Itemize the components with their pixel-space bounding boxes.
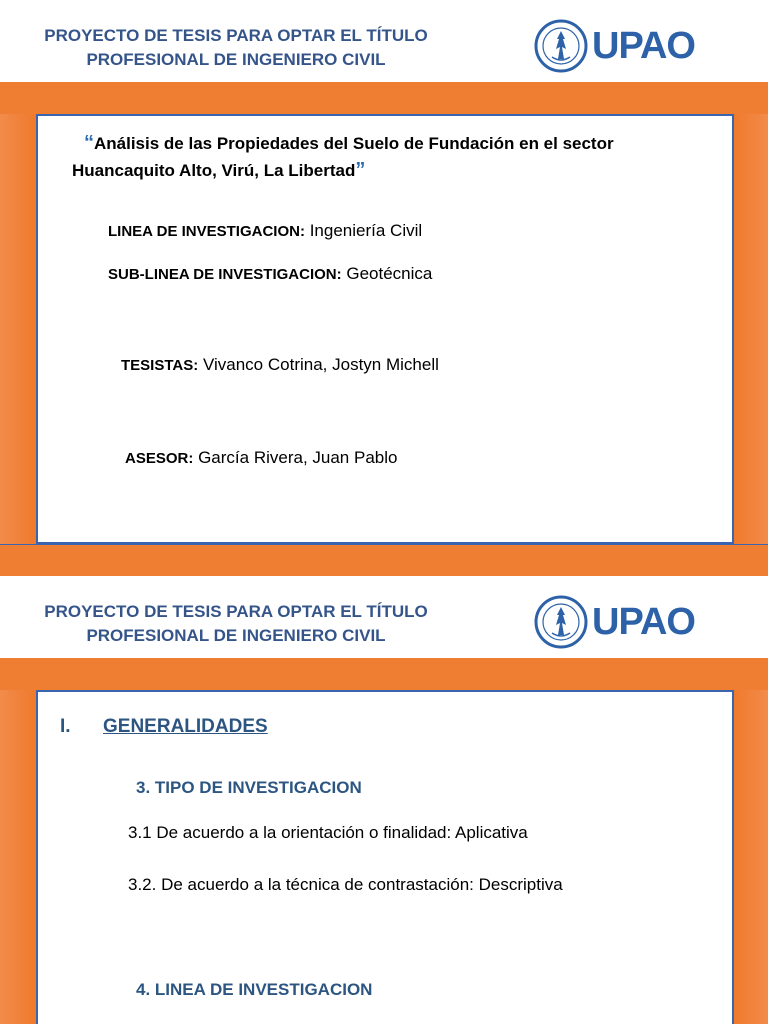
header-title	[18, 600, 454, 648]
tesistas-label: TESISTAS:	[121, 357, 199, 374]
slide-header	[0, 576, 768, 658]
asesor-row	[125, 448, 397, 468]
tesistas-value: Vivanco Cotrina, Jostyn Michell	[202, 355, 439, 374]
header-title-line-2: PROFESIONAL DE INGENIERO CIVIL	[86, 626, 386, 645]
open-quote: “	[84, 132, 94, 154]
orange-band-bottom	[0, 544, 768, 576]
university-seal-icon	[534, 13, 588, 79]
orange-side-left	[0, 690, 36, 1024]
linea-label: LINEA DE INVESTIGACION:	[108, 223, 305, 240]
asesor-value: García Rivera, Juan Pablo	[198, 448, 398, 467]
upao-logo	[526, 11, 714, 83]
sublinea-label: SUB-LINEA DE INVESTIGACION:	[108, 266, 342, 283]
upao-logo	[526, 587, 714, 659]
orange-side-right	[734, 690, 768, 1024]
asesor-label: ASESOR:	[125, 450, 194, 467]
tesistas-row	[121, 355, 439, 375]
slide-2	[0, 576, 768, 1024]
sublinea-value: Geotécnica	[346, 264, 433, 283]
item-3-2: 3.2. De acuerdo a la técnica de contrastación: Descriptiva	[128, 875, 563, 894]
university-seal-icon	[534, 589, 588, 655]
linea-row	[108, 221, 422, 241]
orange-side-left	[0, 114, 36, 544]
sublinea-row	[108, 264, 432, 284]
section-heading	[60, 716, 268, 738]
thesis-title	[72, 130, 712, 184]
orange-side-right	[734, 114, 768, 544]
linea-value: Ingeniería Civil	[309, 221, 423, 240]
section-title: GENERALIDADES	[103, 716, 268, 737]
header-title-line-1: PROYECTO DE TESIS PARA OPTAR EL TÍTULO	[44, 602, 428, 621]
item-3-1: 3.1 De acuerdo a la orientación o finalidad: Aplicativa	[128, 823, 528, 842]
subsection-4-title: 4. LINEA DE INVESTIGACION	[136, 980, 373, 999]
subsection-3-title: 3. TIPO DE INVESTIGACION	[136, 778, 362, 797]
logo-text: UPAO	[592, 601, 695, 643]
close-quote: ”	[355, 159, 366, 181]
header-title-line-1: PROYECTO DE TESIS PARA OPTAR EL TÍTULO	[44, 26, 428, 45]
thesis-title-line-1: Análisis de las Propiedades del Suelo de Fundación en el sector	[94, 134, 614, 153]
header-title-line-2: PROFESIONAL DE INGENIERO CIVIL	[86, 50, 386, 69]
logo-text: UPAO	[592, 25, 695, 67]
section-number: I.	[60, 716, 71, 737]
slide-header	[0, 0, 768, 82]
header-title	[18, 24, 454, 72]
thesis-title-line-2: Huancaquito Alto, Virú, La Libertad	[72, 161, 356, 180]
orange-band-top	[0, 82, 768, 114]
orange-band-top	[0, 658, 768, 690]
content-panel	[36, 690, 734, 1024]
